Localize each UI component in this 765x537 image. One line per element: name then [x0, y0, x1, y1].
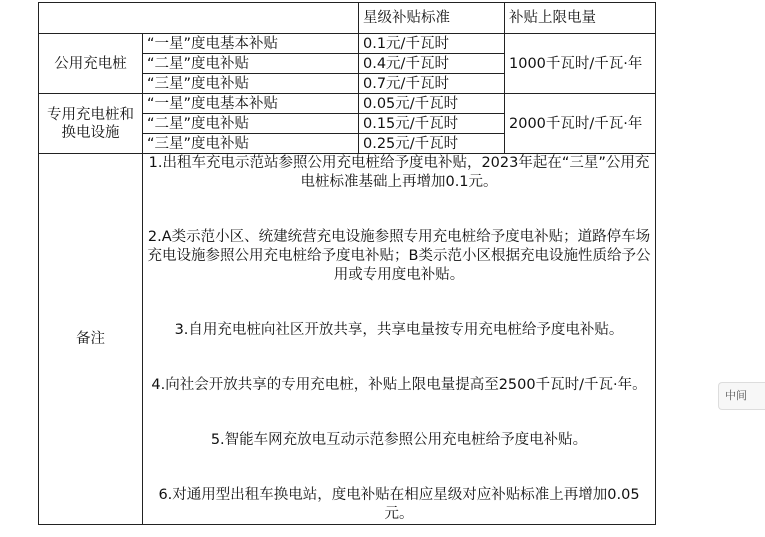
subsidy-item: “三星”度电补贴 — [143, 134, 359, 154]
subsidy-standard: 0.1元/千瓦时 — [359, 34, 505, 54]
subsidy-standard: 0.7元/千瓦时 — [359, 74, 505, 94]
table-row — [39, 34, 656, 54]
remarks-label: 备注 — [39, 154, 143, 525]
remark-note: 5.智能车网充放电互动示范参照公用充电桩给予度电补贴。 — [210, 432, 588, 448]
remark-note: 4.向社会开放共享的专用充电桩，补贴上限电量提高至2500千瓦时/千瓦·年。 — [151, 377, 647, 393]
dedicated-limit: 2000千瓦时/千瓦·年 — [505, 94, 656, 154]
subsidy-item: “一星”度电基本补贴 — [143, 94, 359, 114]
subsidy-item: “一星”度电基本补贴 — [143, 34, 359, 54]
subsidy-item: “三星”度电补贴 — [143, 74, 359, 94]
subsidy-table — [38, 2, 656, 525]
subsidy-standard: 0.05元/千瓦时 — [359, 94, 505, 114]
table-row — [39, 94, 656, 114]
dedicated-category: 专用充电桩和换电设施 — [39, 94, 143, 154]
header-limit: 补贴上限电量 — [505, 3, 656, 34]
subsidy-standard: 0.15元/千瓦时 — [359, 114, 505, 134]
subsidy-item: “二星”度电补贴 — [143, 54, 359, 74]
side-floating-tab[interactable]: 中间 — [718, 382, 765, 410]
subsidy-standard: 0.25元/千瓦时 — [359, 134, 505, 154]
header-row — [39, 3, 656, 34]
subsidy-item: “二星”度电补贴 — [143, 114, 359, 134]
remarks-row — [39, 154, 656, 525]
public-category: 公用充电桩 — [39, 34, 143, 94]
header-blank-cell — [39, 3, 359, 34]
remark-note: 3.自用充电桩向社区开放共享，共享电量按专用充电桩给予度电补贴。 — [174, 322, 624, 338]
remark-note: 1.出租车充电示范站参照公用充电桩给予度电补贴，2023年起在“三星”公用充电桩标准基础上再增加0.1元。 — [148, 155, 650, 190]
remarks-content — [143, 154, 656, 525]
subsidy-standard: 0.4元/千瓦时 — [359, 54, 505, 74]
remark-note: 2.A类示范小区、统建统营充电设施参照专用充电桩给予度电补贴；道路停车场充电设施参照公用充电桩给予度电补贴；B类示范小区根据充电设施性质给予公用或专用度电补贴。 — [147, 229, 651, 283]
public-limit: 1000千瓦时/千瓦·年 — [505, 34, 656, 94]
remark-note: 6.对通用型出租车换电站，度电补贴在相应星级对应补贴标准上再增加0.05元。 — [158, 487, 640, 522]
header-standard: 星级补贴标准 — [359, 3, 505, 34]
